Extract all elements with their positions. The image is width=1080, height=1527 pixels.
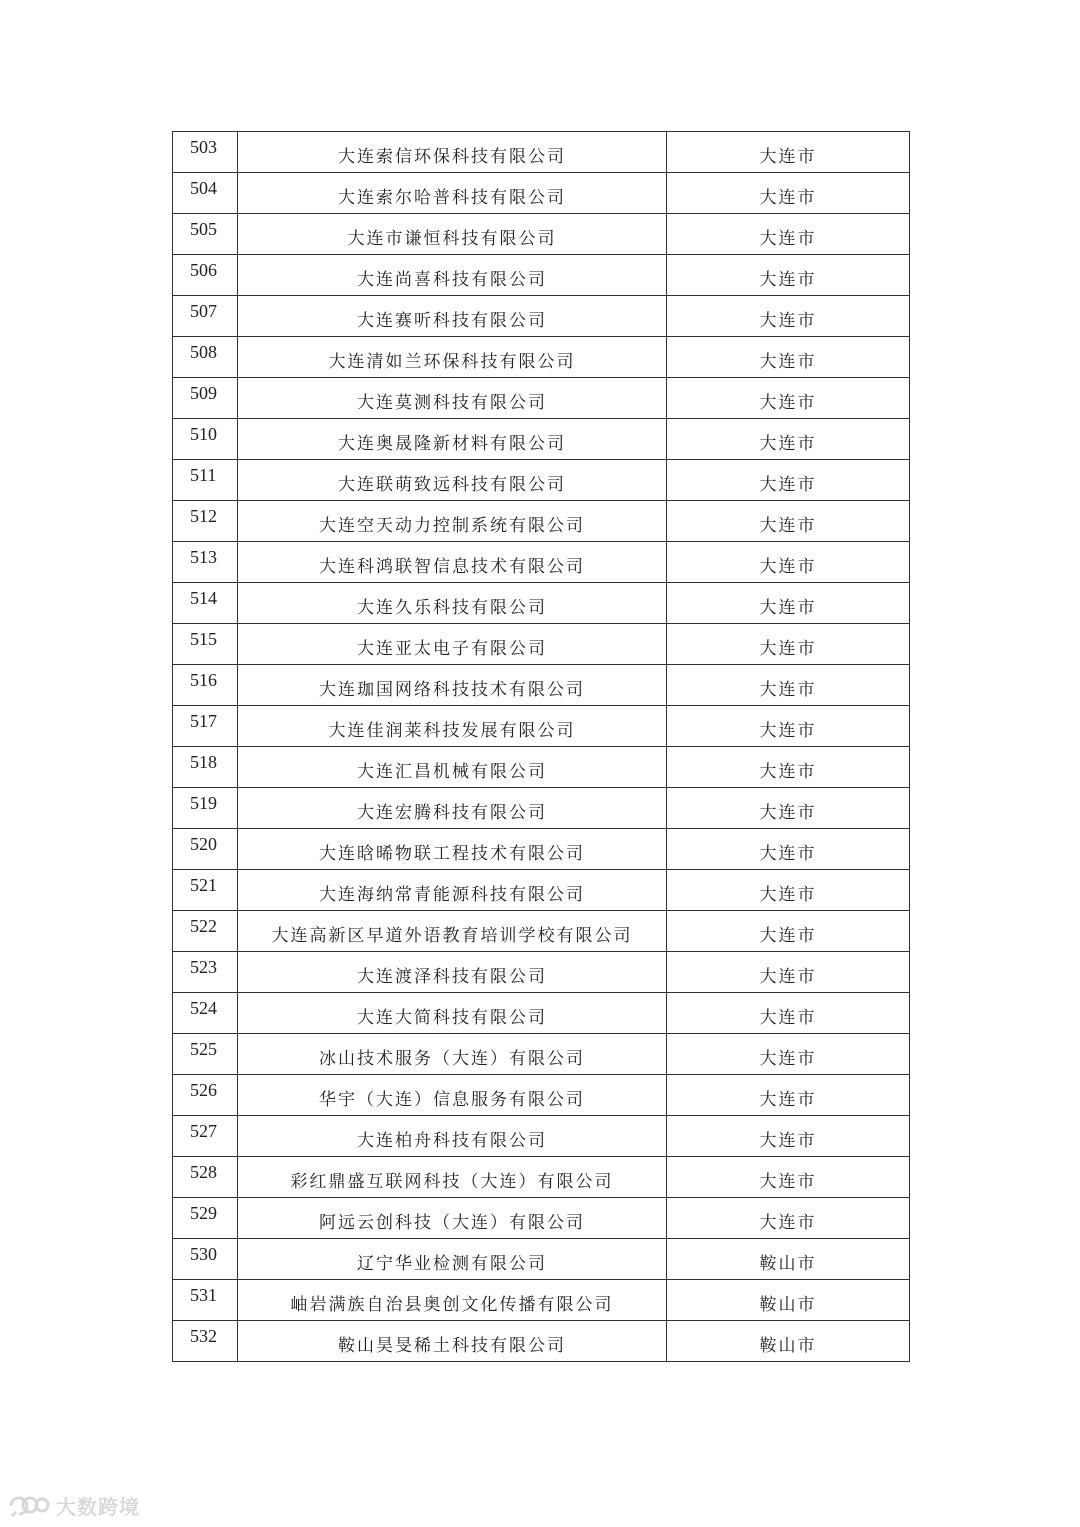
company-table — [172, 131, 910, 1362]
city-cell: 大连市 — [667, 911, 910, 952]
row-number-cell: 526 — [173, 1075, 238, 1116]
row-number-cell: 505 — [173, 214, 238, 255]
company-name-cell: 大连索信环保科技有限公司 — [238, 132, 667, 173]
table-row — [173, 583, 910, 624]
table-row — [173, 460, 910, 501]
table-row — [173, 255, 910, 296]
row-number-cell: 520 — [173, 829, 238, 870]
city-cell: 大连市 — [667, 1116, 910, 1157]
city-cell: 大连市 — [667, 460, 910, 501]
company-name-cell: 大连科鸿联智信息技术有限公司 — [238, 542, 667, 583]
table-row — [173, 337, 910, 378]
company-name-cell: 大连市谦恒科技有限公司 — [238, 214, 667, 255]
row-number-cell: 524 — [173, 993, 238, 1034]
row-number-cell: 512 — [173, 501, 238, 542]
row-number-cell: 522 — [173, 911, 238, 952]
city-cell: 大连市 — [667, 419, 910, 460]
company-name-cell: 大连莫测科技有限公司 — [238, 378, 667, 419]
company-name-cell: 大连赛听科技有限公司 — [238, 296, 667, 337]
table-row — [173, 1075, 910, 1116]
table-row — [173, 624, 910, 665]
city-cell: 大连市 — [667, 1034, 910, 1075]
city-cell: 大连市 — [667, 214, 910, 255]
table-row — [173, 378, 910, 419]
row-number-cell: 519 — [173, 788, 238, 829]
company-name-cell: 大连奥晟隆新材料有限公司 — [238, 419, 667, 460]
row-number-cell: 511 — [173, 460, 238, 501]
row-number-cell: 504 — [173, 173, 238, 214]
row-number-cell: 529 — [173, 1198, 238, 1239]
city-cell: 鞍山市 — [667, 1321, 910, 1362]
city-cell: 大连市 — [667, 706, 910, 747]
city-cell: 大连市 — [667, 829, 910, 870]
city-cell: 鞍山市 — [667, 1280, 910, 1321]
row-number-cell: 516 — [173, 665, 238, 706]
table-row — [173, 542, 910, 583]
city-cell: 大连市 — [667, 1157, 910, 1198]
table-row — [173, 788, 910, 829]
company-name-cell: 大连亚太电子有限公司 — [238, 624, 667, 665]
company-name-cell: 大连宏腾科技有限公司 — [238, 788, 667, 829]
company-name-cell: 大连索尔哈普科技有限公司 — [238, 173, 667, 214]
company-name-cell: 阿远云创科技（大连）有限公司 — [238, 1198, 667, 1239]
company-name-cell: 大连久乐科技有限公司 — [238, 583, 667, 624]
city-cell: 大连市 — [667, 993, 910, 1034]
table-row — [173, 870, 910, 911]
row-number-cell: 531 — [173, 1280, 238, 1321]
table-row — [173, 993, 910, 1034]
city-cell: 大连市 — [667, 624, 910, 665]
city-cell: 大连市 — [667, 1198, 910, 1239]
table-row — [173, 829, 910, 870]
city-cell: 大连市 — [667, 296, 910, 337]
row-number-cell: 525 — [173, 1034, 238, 1075]
row-number-cell: 528 — [173, 1157, 238, 1198]
company-name-cell: 岫岩满族自治县奥创文化传播有限公司 — [238, 1280, 667, 1321]
table-row — [173, 952, 910, 993]
table-row — [173, 911, 910, 952]
city-cell: 大连市 — [667, 952, 910, 993]
table-row — [173, 173, 910, 214]
table-row — [173, 1116, 910, 1157]
city-cell: 大连市 — [667, 665, 910, 706]
watermark-text: 大数跨境 — [56, 1494, 140, 1519]
table-row — [173, 1280, 910, 1321]
company-name-cell: 大连海纳常青能源科技有限公司 — [238, 870, 667, 911]
city-cell: 大连市 — [667, 788, 910, 829]
city-cell: 大连市 — [667, 255, 910, 296]
table-row — [173, 1157, 910, 1198]
city-cell: 大连市 — [667, 132, 910, 173]
company-name-cell: 大连佳润莱科技发展有限公司 — [238, 706, 667, 747]
city-cell: 大连市 — [667, 747, 910, 788]
company-name-cell: 大连联萌致远科技有限公司 — [238, 460, 667, 501]
row-number-cell: 507 — [173, 296, 238, 337]
company-name-cell: 冰山技术服务（大连）有限公司 — [238, 1034, 667, 1075]
company-name-cell: 彩红鼎盛互联网科技（大连）有限公司 — [238, 1157, 667, 1198]
city-cell: 大连市 — [667, 583, 910, 624]
company-name-cell: 鞍山昊旻稀土科技有限公司 — [238, 1321, 667, 1362]
link-logo-icon — [6, 1492, 50, 1518]
company-name-cell: 华宇（大连）信息服务有限公司 — [238, 1075, 667, 1116]
row-number-cell: 515 — [173, 624, 238, 665]
company-name-cell: 大连清如兰环保科技有限公司 — [238, 337, 667, 378]
watermark — [6, 1490, 140, 1520]
table-row — [173, 132, 910, 173]
row-number-cell: 518 — [173, 747, 238, 788]
row-number-cell: 530 — [173, 1239, 238, 1280]
city-cell: 大连市 — [667, 501, 910, 542]
company-table-body — [173, 132, 910, 1362]
table-row — [173, 706, 910, 747]
table-row — [173, 501, 910, 542]
row-number-cell: 508 — [173, 337, 238, 378]
row-number-cell: 513 — [173, 542, 238, 583]
city-cell: 大连市 — [667, 378, 910, 419]
company-name-cell: 大连珈国网络科技技术有限公司 — [238, 665, 667, 706]
city-cell: 大连市 — [667, 542, 910, 583]
company-name-cell: 大连尚喜科技有限公司 — [238, 255, 667, 296]
row-number-cell: 514 — [173, 583, 238, 624]
city-cell: 大连市 — [667, 870, 910, 911]
row-number-cell: 521 — [173, 870, 238, 911]
city-cell: 大连市 — [667, 1075, 910, 1116]
table-row — [173, 665, 910, 706]
row-number-cell: 517 — [173, 706, 238, 747]
row-number-cell: 532 — [173, 1321, 238, 1362]
table-row — [173, 1321, 910, 1362]
company-name-cell: 大连高新区早道外语教育培训学校有限公司 — [238, 911, 667, 952]
company-name-cell: 大连大简科技有限公司 — [238, 993, 667, 1034]
company-name-cell: 大连汇昌机械有限公司 — [238, 747, 667, 788]
company-name-cell: 大连空天动力控制系统有限公司 — [238, 501, 667, 542]
table-row — [173, 1198, 910, 1239]
row-number-cell: 503 — [173, 132, 238, 173]
table-row — [173, 747, 910, 788]
table-row — [173, 1239, 910, 1280]
row-number-cell: 510 — [173, 419, 238, 460]
company-name-cell: 大连渡泽科技有限公司 — [238, 952, 667, 993]
table-row — [173, 296, 910, 337]
row-number-cell: 523 — [173, 952, 238, 993]
city-cell: 大连市 — [667, 337, 910, 378]
table-row — [173, 419, 910, 460]
city-cell: 鞍山市 — [667, 1239, 910, 1280]
table-row — [173, 1034, 910, 1075]
row-number-cell: 506 — [173, 255, 238, 296]
row-number-cell: 527 — [173, 1116, 238, 1157]
company-name-cell: 大连晗晞物联工程技术有限公司 — [238, 829, 667, 870]
row-number-cell: 509 — [173, 378, 238, 419]
company-name-cell: 辽宁华业检测有限公司 — [238, 1239, 667, 1280]
company-name-cell: 大连柏舟科技有限公司 — [238, 1116, 667, 1157]
table-row — [173, 214, 910, 255]
city-cell: 大连市 — [667, 173, 910, 214]
